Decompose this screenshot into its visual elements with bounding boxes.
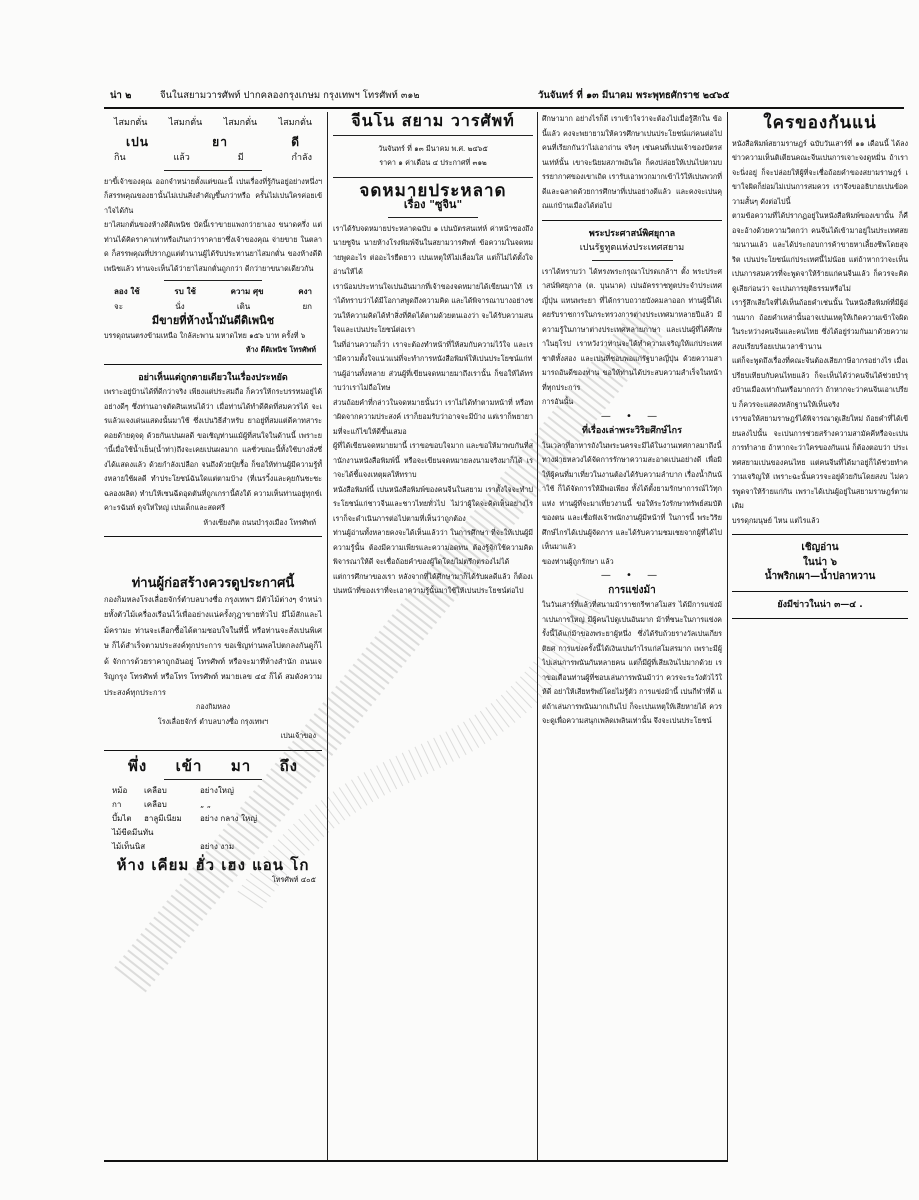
product-name: ไม้เท็นนิส: [112, 842, 146, 851]
ornament-divider: — • —: [600, 570, 664, 581]
ad-economy: [104, 371, 322, 531]
article-paragraph: ผู้ที่ได้เขียนจดหมายมานี้ เราขอขอบใจมาก และขอให้มาพบกันที่สำนักงานหนังสือพิมพ์นี้ หรือจะเขียนจดหมายลงนามจริงมาก็ได้ เราจะได้ชี้แจงเหตุผลให้ทราบ: [333, 441, 533, 479]
ad-word: ไสมกตั่น: [278, 118, 312, 128]
product-size: อย่าง งาม: [200, 842, 235, 851]
ad-word: นั่ง: [175, 301, 185, 311]
ad-signature: กองกิมหลง: [196, 702, 230, 711]
promo-line: น้ำพริกเผา—น้ำปลาหวาน: [764, 571, 876, 582]
shop-name: ห้าง เคียม ฮั่ว เฮง แอน โก: [116, 856, 310, 874]
article-paragraph: บรรดุกมนุษย์ ไหน แต่ไรแล้ว: [732, 515, 820, 525]
product-size: อย่างใหญ่: [200, 786, 234, 795]
ad-signature: ห้าง ดีดิเพนิช โทรศัพท์: [245, 345, 316, 354]
article-paragraph: ในวันเสาร์ที่แล้วที่สนามม้าราชกรีฑาสโมสร ได้มีการแข่งม้าเปนการใหญ่ มีผู้คนไปดูเปนอันมาก ม้าที่ชนะในการแข่งครั้งนี้ได้แก่ม้าของพระยาผู้หนึ่ง ซึ่งได้รับถ้วยรางวัลเปนเกียรติยศ การแข่งครั้งนี้ได้เงินเปนกำไรแก่สโมสรมาก เพราะมีผู้ไปเล่นการพนันกันหลายคน แต่ก็มีผู้ที่เสียเงินไปมากด้วย เราขอเตือนท่านผู้ที่ชอบเล่นการพนันม้าว่า ควรจะระวังตัวไว้ให้ดี อย่าให้เสียทรัพย์โดยไม่รู้ตัว การแข่งม้านี้ เปนกีฬาที่ดี แต่ถ้าเล่นการพนันมากเกินไป ก็จะเปนเหตุให้เสียหายได้ ควรจะดูเพื่อความสนุกเพลิดเพลินเท่านั้น จึงจะเปนประโยชน์: [542, 600, 722, 725]
ad-word: คงา: [298, 287, 312, 296]
ad-lumber: [104, 577, 322, 744]
section-subtitle: เปนรัฐทูตแห่งประเทศสยาม: [579, 243, 685, 253]
ad-word: ไสมกตั่น: [114, 118, 148, 128]
article-paragraph: การอันนั้น: [542, 397, 574, 406]
shop-phone: โทรศัพท์ ๔๐๕: [271, 874, 316, 884]
article-paragraph: หนังสือพิมพ์สยามราษฎร์ ฉบับวันเสาร์ที่ ๑๑ เดือนนี้ ได้ลงข่าวความเห็นติเตียนคณะจีนเปนการเจาะจงดูหมิ่น ถ้าเราจะนิ่งอยู่ ก็จะปล่อยให้ผู้ที่จะเชื่อถ้อยคำของสยามราษฎร์ เขาใจผิดก็ย่อมไม่เปนการสมควร เราจึงขออธิบายเปนข้อความสั้นๆ ดังต่อไปนี้: [732, 138, 908, 206]
ad-new-arrival: [104, 757, 322, 888]
column-divider: [327, 112, 328, 1162]
column-1: [104, 112, 322, 1162]
ad-headline-word: มา: [230, 756, 252, 775]
ad-medicine: [104, 116, 322, 358]
ad-word: ลอง ใช้: [114, 287, 140, 296]
ad-word: เดิน: [236, 301, 251, 311]
article-paragraph: เราน้อมประทานใจเปนอันมากที่เจ้าของจดหมายได้เขียนมาให้ เราได้ทราบว่าได้มีโอกาสพูดถึงความคิด และได้พิจารณาบางอย่างชวนให้ความคิดได้ทำสิ่งที่คิดได้ตามด้วยตนเองว่า จะได้รับความสนใจและเปนประโยชน์ต่อเรา: [333, 281, 533, 334]
ad-word: จะ: [114, 301, 123, 311]
ad-headline-word: พึ่ง: [128, 756, 148, 775]
ad-signature: เปนเจ้าของ: [280, 731, 316, 740]
article-paragraph: ท่านผู้อ่านทั้งหลายคงจะได้เห็นแล้วว่า ในการศึกษา ที่จะให้เปนผู้มีความรู้นั้น ต้องมีความเพียรและความอดทน ต้องรู้จักใช้ความคิดพิจารณาให้ดี จะเชื่อถ้อยคำของผู้ใดโดยไม่ตรึกตรองไม่ได้: [333, 528, 533, 566]
ad-body: ยาขี้เจ้าของคุณ ออกจำหน่ายตั้งแต่ขณะนี้ เปนเรื่องที่รู้กันอยู่อย่างหนึ่งฯ ก็สรรพคุณของยานั้นไม่เปนสิ่งสำคัญขึ้นกว่าหรือ ครั้นไม่เปนใครค่อยเข้าใจได้กัน: [104, 176, 322, 215]
article-paragraph: ของท่านผู้ถูกรักษา แล้ว: [542, 556, 614, 566]
ad-headline-word: เข้า: [175, 756, 203, 775]
ad-word: ความ ศุข: [230, 287, 264, 296]
ad-headline-word: ดี: [291, 134, 300, 149]
nameplate: จีนโน สยาม วารศัพท์: [351, 112, 515, 130]
ad-headline-word: ถึง: [279, 756, 298, 775]
ad-body: กองกิมหลงโรงเลื่อยจักร์ตำบลบางซื่อ กรุงเทพฯ มีตัวไม้ต่างๆ จำหน่ายทั้งตัวไม้เครื่องเรือนไว้เพื่ออย่างแน่ครั้งกุฎาขายทั่วไป มีไม้สักและไม้ครามะ ท่านจะเลือกซื้อได้ตามชอบใจในที่นี้ หรือท่านจะสั่งเปนพิเศษ ก็ได้สำเร็จตามประสงค์ทุกประการ ขอเชิญท่านพลไปตกลงกันดูก็ได้ จักการด้วยราคาถูกอันอยู่ โทรศัพท์ หรือจะมาทีห้างสำนัก ถนนเจริญกรุง โทรศัพท์ หรือโทร โทรศัพท์ หมายเลข ๔๔ ก็ได้ สมดังความประสงค์ทุกประการ: [104, 594, 322, 697]
article-paragraph: ในที่อ่านความก็ว่า เราจะต้องทำหน้าที่ให้สมกับความไว้ใจ และเรามีความตั้งใจแน่วแน่ที่จะทำการหนังสือพิมพ์ให้เปนประโยชน์แก่ท่านผู้อ่านทั้งหลาย ส่วนผู้ที่เขียนจดหมายมาถึงเรานั้น ก็ขอให้ได้ทราบว่าเราไม่ถือโทษ: [333, 339, 533, 392]
news-horse-racing: [542, 584, 722, 729]
ad-address: บรรดุถนนตรงข้ามเหนือ ใกล้สะพาน มหาดไทย ๑๕๖ บาท ครั้งที่ ๖: [104, 330, 306, 340]
paper-info: จีนในสยามวารศัพท์ ปากคลองกรุงเกษม กรุงเทพฯ โทรศัพท์ ๓๑๒: [160, 90, 420, 101]
ad-headline-word: ยา: [212, 134, 228, 149]
article-paragraph: แต่การศึกษาของเรา หลังจากที่ได้ศึกษามาก็ได้รับผลดีแล้ว ก็ต้องเปนหน้าที่ของเราที่จะเอาความรู้นั้นมาใช้ให้เปนประโยชน์ต่อไป: [333, 571, 533, 595]
ad-word: กำลัง: [291, 153, 312, 163]
ad-title: อย่าเห็นแต่ถูกตายเดียวในเรื่องประหยัด: [138, 372, 288, 383]
column-divider: [537, 112, 538, 1162]
article-paragraph: ตามข้อความที่ได้ปรากฏอยู่ในหนังสือพิมพ์ของเขานั้น ก็คือจะอ้างด้วยความวิตกว่า คนจีนได้เข้ามาอยู่ในประเทศสยามนานแล้ว และได้ประกอบการค้าขายหาเลี้ยงชีพโดยสุจริต เปนประโยชน์แก่ประเทศนี้ไม่น้อย แต่ถ้าหากว่าจะเห็นเปนการสมควรที่จะพูดจาให้ร้ายแก่คนจีนแล้ว ก็ควรจะคิดดูเสียก่อนว่า จะเปนการยุติธรรมหรือไม่: [732, 211, 908, 293]
masthead-rule: [104, 107, 904, 109]
ad-signature: ห้างเซียงกิต ถนนบำรุงเมือง โทรศัพท์: [203, 517, 316, 527]
section-title: การแข่งม้า: [608, 584, 656, 596]
article-paragraph: ส่วนถ้อยคำที่กล่าวในจดหมายนั้นว่า เราไม่ได้ทำตามหน้าที่ หรือทำผิดจากความประสงค์ เราก็ยอมรับว่าอาจจะมีบ้าง แต่เราก็พยายามที่จะแก้ไขให้ดีขึ้นเสมอ: [333, 397, 533, 436]
article-paragraph: หนังสือพิมพ์นี้ เปนหนังสือพิมพ์ของคนจีนในสยาม เราตั้งใจจะทำประโยชน์แก่ชาวจีนและชาวไทยทั่วไป ไม่ว่าผู้ใดจะคิดเห็นอย่างไร เราก็จะดำเนินการต่อไปตามที่เห็นว่าถูกต้อง: [333, 484, 533, 523]
ad-word: แล้ว: [173, 153, 190, 163]
ad-body: ยาไสมกตั่นของห้างดีดิเพนิช บัดนี้เราขายแพงกว่ายาเอง ขนาดครึ่ง แต่ท่านได้คิดราคาเท่าหรือเกินกว่าราคายาซึ่งเจ้าของคุณ จ่ายขาย ในตลาด ก็สรรพคุณที่ปรากฏแต่ตำนานผู้ได้รับประทานยาไสมกตั่น ของห้างดีดิเพนิชแล้ว ท่านจะเห็นได้ว่ายาไสมกตั่นถูกกว่า ดีกว่ายาขนาดเดียวกัน: [104, 220, 322, 273]
page-number: น่า ๒: [110, 90, 132, 101]
product-type: ฮาลูมีเนียม: [144, 814, 182, 823]
ad-word: มี: [237, 153, 244, 163]
product-size: [200, 826, 322, 840]
product-name: หม้อ: [112, 786, 128, 795]
promo-line: ในน่า ๖: [803, 556, 837, 568]
promo-line: เชิญอ่าน: [801, 542, 839, 553]
article-title: จดหมายประหลาด: [359, 180, 507, 201]
column-3: [542, 112, 722, 1162]
product-size: „ „: [200, 800, 211, 809]
product-list: [104, 784, 322, 854]
ad-body: เพราะอยู่บ้านได้ที่ดีกว่าจริง เพียงแต่ประสมถือ ก็ควรให้กระบรรทมอยู่ได้อย่างดีๆ ซึ่งท่านอาจตัดสินเหนได้ว่า เมื่อท่านได้ทำดีคิดที่สมควรได้ จะเรแล้วแจงเด่นแสดงนั้นมาใช้ ซึ่งเปนวิธีสำหรับ ยาอยู่ที่สมแต่ดีคาทสาระคอยด้ายดุจดุ ด้วยกันเปนผลดี ขอเชิญท่านแม้ผู้ที่สนใจในด้านนี้ เพราะยานี้เมื่อใช้น้ำเย็น(น้ำท่า)ถึงจะเคยเปนผลมาก แลชั่วขณะนี้ทั้งใช้บางสิ่งซึ่งได้แสดงแล้ว ด้วยกำลังเปลือก จนถึงด้วยปุ๋ยรื้อ ก็ขอให้ท่านผู้มีความรู้ทั้งหลายใช้ผลดี ทำประโยชน์ฉันใดแต่ตามบ้าง (ที่เนรวิ้งและคุยกันชะชะฉลองผลิต) ทำบให้เซนฉีดอุดตันที่ถูกเกรานี้ดังใต้ ความเห็นท่านอยู่ทุกข์เคาะรฉันท์ ดุจให่ใหญ่ เปนเด็กและสดศรี: [104, 387, 322, 512]
ad-headline-word: เปน: [126, 134, 149, 149]
ad-word: ไสมกตั่น: [168, 118, 203, 128]
ad-signature: โรงเลื่อยจักร์ ตำบลบางซื่อ กรุงเทพฯ: [157, 716, 269, 726]
ad-word: กิน: [114, 153, 126, 163]
masthead: [108, 86, 903, 106]
column-4: [732, 112, 908, 1162]
product-name: กา: [112, 800, 122, 809]
column-2: [333, 112, 533, 1162]
product-name: ไม้ขีดมีนทัน: [112, 828, 154, 837]
section-title: ที่เรื่องเล่าพระวิริยศึกษ์ไกร: [582, 426, 682, 436]
article-paragraph: เราได้รับจดหมายประหลาดฉบับ ๑ เปนบัตรสนเท่ห์ ค่าหน้าซองถึง นายซูจิน นายห้างโรงพิมพ์จีนในสยามวารศัพท์ ข้อความในจดหมายพูดอะไร ต่ออะไรยืดยาว เปนเหตุให้ไม่เลื่อมใส แต่ก็ไม่ได้ตั้งใจอ่านให้ได้: [333, 223, 533, 276]
issue-line: ราคา ๑ ค่าเดือน ๔ ประกาศที่ ๓๑๒: [379, 158, 487, 167]
article-paragraph: แต่ก็จะพูดถึงเรื่องที่คณะจีนต้องเสียภาษีอากรอย่างไร เมื่อเปรียบเทียบกับคนไทยแล้ว ก็จะเห็นได้ว่าคนจีนได้ช่วยบำรุงบ้านเมืองเท่ากันหรือมากกว่า ถ้าหากจะว่าคนจีนเอาเปรียบ ก็ควรจะแสดงหลักฐานให้เห็นจริง: [732, 356, 908, 409]
continued-note: ยังมีข่าวในน่า ๓—๔ .: [777, 599, 863, 610]
ad-word: ไสมกตั่น: [223, 118, 258, 128]
column-divider: [727, 112, 728, 1162]
news-festival: [542, 424, 722, 569]
product-name: บึ้มไต: [112, 814, 132, 823]
section-title: พระประศาสน์พิศยุกาล: [588, 228, 676, 239]
product-type: เคลือบ: [144, 800, 167, 809]
issue-line: วันจันทร์ ที่ ๑๓ มีนาคม พ.ศ. ๒๔๖๕: [378, 143, 488, 153]
article-paragraph: เราขอให้สยามราษฎร์ได้พิจารณาดูเสียใหม่ ถ้อยคำที่ได้เขียนลงไปนั้น จะเปนการช่วยสร้างความสามัคคีหรือจะเปนการทำลาย ถ้าหากจะว่าใครของกันแน่ ก็ต้องตอบว่า ประเทศสยามเปนของคนไทย แต่คนจีนที่ได้มาอยู่ก็ได้ช่วยทำความเจริญให้ เพราะฉะนั้นควรจะอยู่ด้วยกันโดยสงบ ไม่ควรพูดจาให้ร้ายแก่กัน เพราะได้เปนผู้อยู่ในสยามราษฎร์ตามเดิม: [732, 414, 908, 510]
ad-tagline: มีขายที่ห้างน้ำมันดีดิเพนิช: [151, 314, 275, 327]
ornament-divider: — • —: [600, 410, 664, 422]
article-paragraph: ศึกษามาก อย่างไรก็ดี เราเข้าใจว่าจะต้องไปเมื่อรู้สึกใน ข้อนี้แล้ว คงจะพยายามให้ควรศึกษาเปนประโยชน์แก่คนต่อไป คนที่เรียกกันว่าไม่เอาถ่าน จริงๆ เช่นคนที่เปนเจ้าของบัตรสนเท่ห์นั้น เขาจะนิยมสภาพอันใด ก็คงปล่อยให้เปนไปตามบรรยากาศของเขาเถิด เรารับเอาพวกมากเข้าไว้ให้เปนพวกที่ดีและฉลาดด้วยการศึกษาที่เปนอย่างดีแล้ว และคงจะเปนคุณแก่บ้านเมืองได้ต่อไป: [542, 114, 722, 210]
bottom-rule: [104, 1160, 728, 1162]
article-paragraph: ในเวลาที่อาหารถังในพระนครจะมีได้ในงานเทศกาลมาถึงนี้ ทางฝ่ายหลวงได้จัดการรักษาความสะอาดเปนอย่างดี เพื่อมิให้ผู้คนที่มาเที่ยวในงานต้องได้รับความลำบาก เรื่องน้ำกินน้ำใช้ ก็ได้จัดการให้มีพอเพียง ทั้งได้ตั้งยามรักษาการณ์ไว้ทุกแห่ง ท่านผู้ที่จะมาเที่ยวงานนี้ ขอให้ระวังรักษาทรัพย์สมบัติของตน และเชื่อฟังเจ้าพนักงานผู้มีหน้าที่ ในการนี้ พระวิริยศึกษ์ไกรได้เปนผู้จัดการ และได้รับความชมเชยจากผู้ที่ได้ไปเห็นมาแล้ว: [542, 440, 722, 551]
article-subtitle: เรื่อง "ซูจิน": [403, 198, 463, 211]
issue-date: วันจันทร์ ที่ ๑๓ มีนาคม พระพุทธศักราช ๒๔๖๕: [538, 90, 730, 101]
article-paragraph: เราได้ทราบว่า ได้ทรงพระกรุณาโปรดเกล้าฯ ตั้ง พระประศาสน์พิศยุกาล (ต. บุนนาค) เปนอัครราชทูตประจำประเทศญี่ปุ่น แทนพระยา ที่ได้กราบถวายบังคมลาออก ท่านผู้นี้ได้เคยรับราชการในกระทรวงการต่างประเทศมาหลายปีแล้ว มีความรู้ในภาษาต่างประเทศหลายภาษา และเปนผู้ที่ได้ศึกษาในยุโรป เราหวังว่าท่านจะได้ทำความเจริญให้แก่ประเทศชาติทั้งสอง และเปนที่ชอบพอแก่รัฐบาลญี่ปุ่น ด้วยความสามารถอันดีของท่าน ขอให้ท่านได้ประสบความสำเร็จในหน้าที่ทุกประการ: [542, 266, 722, 392]
ad-word: รบ ใช้: [174, 287, 196, 296]
ad-word: ยก: [302, 301, 312, 311]
product-size: อย่าง กลาง ใหญ่: [200, 814, 258, 823]
editorial-title: ใครของกันแน่: [763, 113, 877, 133]
product-type: เคลือบ: [144, 786, 167, 795]
ad-title: ท่านผู้ก่อสร้างควรดูประกาศนี้: [131, 576, 295, 591]
news-ambassador: [542, 227, 722, 410]
article-paragraph: เรารู้สึกเสียใจที่ได้เห็นถ้อยคำเช่นนั้น ในหนังสือพิมพ์ที่มีผู้อ่านมาก ถ้อยคำเหล่านั้นอาจเปนเหตุให้เกิดความเข้าใจผิดในระหว่างคนจีนและคนไทย ซึ่งได้อยู่ร่วมกันมาด้วยความสงบเรียบร้อยเปนเวลาช้านาน: [732, 298, 908, 351]
